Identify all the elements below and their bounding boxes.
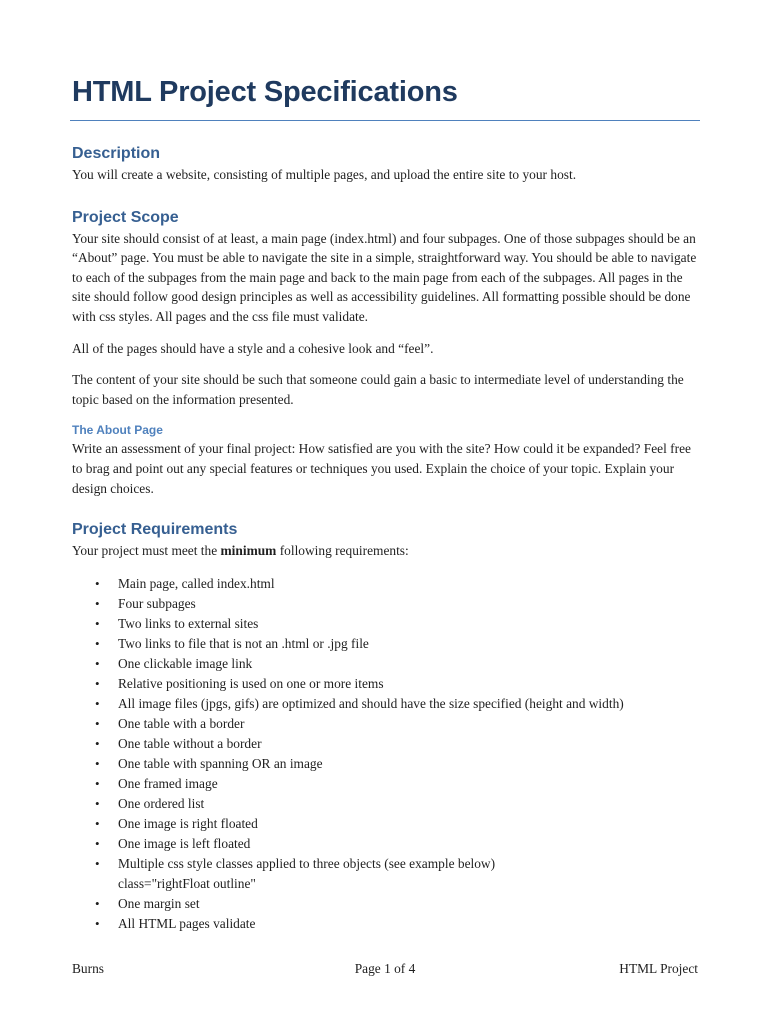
- requirements-intro: [72, 541, 702, 561]
- requirement-item: • Four subpages: [72, 594, 702, 614]
- project-requirements-heading: Project Requirements: [72, 521, 238, 539]
- requirement-item: • One image is right floated: [72, 814, 702, 834]
- requirement-item: • All HTML pages validate: [72, 914, 702, 934]
- requirement-item: • Two links to file that is not an .html or .jpg file: [72, 634, 702, 654]
- requirement-item: • One margin set: [72, 894, 702, 914]
- footer-author: Burns: [72, 961, 104, 976]
- title-underline: [70, 120, 700, 121]
- scope-paragraph-2: All of the pages should have a style and a cohesive look and “feel”.: [72, 340, 434, 356]
- description-text: You will create a website, consisting of multiple pages, and upload the entire site to your host.: [72, 167, 577, 182]
- requirements-list: [72, 574, 702, 934]
- about-page-text: Write an assessment of your final project: How satisfied are you with the site? How could it be expanded? Feel free to brag and point out any special features or techniques you used. Explain the choice of your topic. Explain your design choices.: [72, 441, 691, 496]
- about-page-heading: The About Page: [72, 423, 163, 438]
- requirement-item: • One table with spanning OR an image: [72, 754, 702, 774]
- requirement-item: • One clickable image link: [72, 654, 702, 674]
- requirement-item-multiline: [72, 854, 702, 894]
- scope-paragraph-1: Your site should consist of at least, a main page (index.html) and four subpages. One of those subpages should be an “About” page. You must be able to navigate the site in a simple, straightforward way. You should be able to navigate to each of the subpages from the main page and back to the main page from each of the subpages. All pages in the site should follow good design principles as well as accessibility guidelines. All formatting possible should be done with css styles. All pages and the css file must validate.: [72, 230, 697, 324]
- document-title: HTML Project Specifications: [72, 76, 458, 108]
- requirement-item: • All image files (jpgs, gifs) are optimized and should have the size specified (height and width): [72, 694, 702, 714]
- requirement-item: • One framed image: [72, 774, 702, 794]
- requirements-intro-bold: minimum: [220, 543, 277, 559]
- document-body: [72, 143, 702, 934]
- requirements-intro-end: following requirements:: [276, 543, 409, 559]
- scope-paragraph-3: The content of your site should be such that someone could gain a basic to intermediate level of understanding the topic based on the information presented.: [72, 372, 684, 407]
- requirement-item: • One table without a border: [72, 734, 702, 754]
- requirement-item: • One image is left floated: [72, 834, 702, 854]
- requirements-intro-start: Your project must meet the: [72, 543, 221, 559]
- requirement-item: • One table with a border: [72, 714, 702, 734]
- requirement-item: • Relative positioning is used on one or more items: [72, 674, 702, 694]
- description-heading: Description: [72, 145, 161, 162]
- footer-page-number: Page 1 of 4: [354, 961, 416, 976]
- requirement-item-text: Multiple css style classes applied to three objects (see example below): [118, 855, 496, 871]
- project-scope-heading: Project Scope: [72, 208, 179, 226]
- footer-document-name: HTML Project: [619, 961, 698, 976]
- requirement-item-example: class="rightFloat outline": [118, 875, 256, 891]
- requirement-item: • Two links to external sites: [72, 614, 702, 634]
- page-footer: [72, 961, 698, 981]
- requirement-item: • Main page, called index.html: [72, 574, 702, 594]
- requirement-item: • One ordered list: [72, 794, 702, 814]
